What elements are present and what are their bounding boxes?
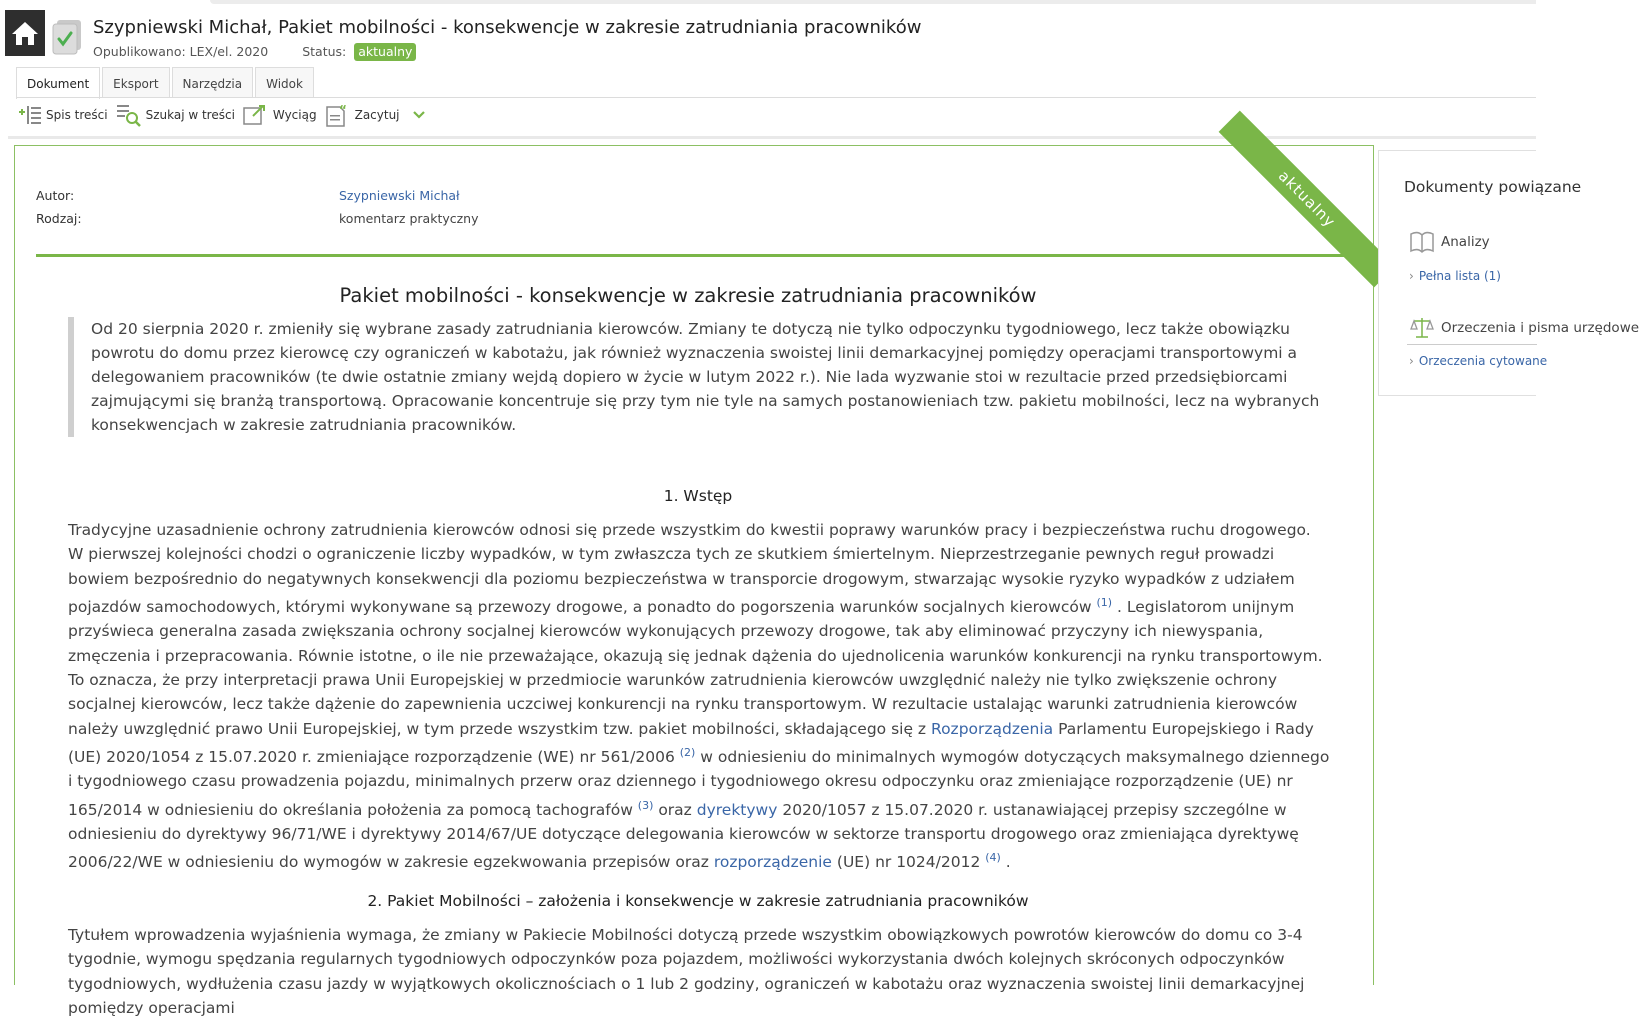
cited-rulings-link[interactable] bbox=[1409, 354, 1547, 368]
author-row bbox=[36, 188, 736, 211]
text-run: . bbox=[1000, 853, 1011, 872]
cite-label: Zacytuj bbox=[354, 108, 400, 122]
text-run: . Legislatorom unijnym przyświeca generalna zasada zwiększania ochrony socjalnej kierowców wykonujących przewozy drogowe, tak aby eliminować przyczyny ich niewyspania, zmęczenia i przepracowania. Równie istotne, o ile nie przeważające, okazują się jednak dążenia do ujednolicenia warunków konkurencji na rynku transportowym. To oznacza, że przy interpretacji prawa Unii Europejskiej w przedmiocie warunków zatrudnienia kierowców uwzględnić należy nie tylko zwiększenie ochrony socjalnej kierowców, lecz także dążenie do zapewnienia uczciwej konkurencji na rynku transportowym. W rezultacie ustalając warunki zatrudnienia kierowców należy uwzględnić prawo Unii Europejskiej, w tym przede wszystkim tzw. pakiet mobilności, składającego się z bbox=[68, 598, 1323, 738]
rulings-label: Orzeczenia i pisma urzędowe bbox=[1441, 320, 1639, 336]
top-strip bbox=[0, 0, 1536, 4]
book-icon bbox=[1409, 231, 1435, 253]
table-of-contents-icon bbox=[18, 104, 42, 126]
quote-icon bbox=[325, 103, 351, 127]
info-separator bbox=[36, 254, 1352, 257]
analyses-full-list-link[interactable] bbox=[1409, 269, 1501, 283]
author-link[interactable]: Szypniewski Michał bbox=[339, 188, 460, 203]
text-run: Parlamentu Europejskiego i Rady (UE) 2020/1054 z 15.07.2020 r. zmieniające rozporządzenie (WE) nr 561/2006 bbox=[68, 719, 1314, 766]
search-text-icon bbox=[116, 103, 142, 127]
related-documents-panel bbox=[1378, 150, 1639, 396]
analyses-full-list-label: Pełna lista (1) bbox=[1418, 269, 1501, 283]
section-1-paragraph bbox=[68, 518, 1330, 875]
type-label: Rodzaj: bbox=[36, 211, 82, 226]
regulation-link[interactable]: Rozporządzenia bbox=[931, 719, 1054, 738]
regulation-link-2[interactable]: rozporządzenie bbox=[713, 853, 832, 872]
author-label: Autor: bbox=[36, 188, 75, 203]
published-info: Opublikowano: LEX/el. 2020 bbox=[93, 44, 269, 59]
search-in-text-button[interactable] bbox=[116, 103, 235, 127]
search-in-text-label: Szukaj w treści bbox=[145, 108, 235, 122]
related-documents-title: Dokumenty powiązane bbox=[1404, 178, 1582, 196]
document-title: Szypniewski Michał, Pakiet mobilności - konsekwencje w zakresie zatrudniania pracowników bbox=[93, 17, 922, 38]
tab-widok[interactable]: Widok bbox=[255, 67, 314, 98]
text-run: Tradycyjne uzasadnienie ochrony zatrudnienia kierowców odnosi się przede wszystkim do kwestii poprawy warunków pracy i bezpieczeństwa ruchu drogowego. W pierwszej kolejności chodzi o ograniczenie liczby wypadków, w tym zwłaszcza tych ze skutkiem śmiertelnym. Nieprzestrzeganie pewnych reguł prowadzi bowiem bezpośrednio do negatywnych konsekwencji dla poziomu bezpieczeństwa w transporcie drogowym, stwarzając wysokie ryzyko wypadków z udziałem pojazdów samochodowych, którymi wykonywane są przewozy drogowe, a ponadto do pogorszenia warunków socjalnych kierowców bbox=[68, 521, 1311, 617]
document-panel bbox=[14, 145, 1374, 1017]
document-status-icon bbox=[51, 19, 83, 55]
text-run: 2020/1057 z 15.07.2020 r. ustanawiającej przepisy szczególne w odniesieniu do dyrektywy 96/71/WE i dyrektywy 2014/67/UE dotyczące delegowania kierowców w sektorze transportu drogowego oraz zmieniająca dyrektywę 2006/22/WE w odniesieniu do wymogów w zakresie egzekwowania przepisów oraz bbox=[68, 800, 1299, 872]
type-row bbox=[36, 211, 736, 234]
home-icon bbox=[11, 20, 39, 46]
footnote-2[interactable]: (2) bbox=[679, 745, 696, 759]
scales-icon bbox=[1409, 316, 1435, 340]
rulings-divider bbox=[1407, 344, 1537, 345]
directive-link[interactable]: dyrektywy bbox=[696, 800, 778, 819]
status-ribbon bbox=[1213, 146, 1373, 306]
toc-label: Spis treści bbox=[46, 108, 108, 122]
svg-text:“: “ bbox=[338, 103, 347, 117]
cite-button[interactable] bbox=[325, 103, 432, 127]
chevron-down-icon[interactable] bbox=[410, 108, 428, 122]
analyses-label: Analizy bbox=[1441, 234, 1490, 250]
tab-narzedzia[interactable]: Narzędzia bbox=[172, 67, 254, 98]
text-run: oraz bbox=[653, 800, 697, 819]
excerpt-icon bbox=[243, 104, 269, 126]
text-run: w odniesieniu do minimalnych wymogów dotyczących maksymalnego dziennego i tygodniowego czasu prowadzenia pojazdu, minimalnych przerw oraz dziennego i tygodniowego okresu odpoczynku oraz zmieniające rozporządzenie (UE) nr 165/2014 w odniesieniu do określania położenia za pomocą tachografów bbox=[68, 747, 1330, 819]
footnote-3[interactable]: (3) bbox=[637, 798, 654, 812]
cited-rulings-label: Orzeczenia cytowane bbox=[1418, 354, 1548, 368]
ribbon-tabs bbox=[16, 67, 316, 98]
type-value: komentarz praktyczny bbox=[339, 211, 479, 226]
article-title: Pakiet mobilności - konsekwencje w zakresie zatrudniania pracowników bbox=[339, 284, 1037, 307]
text-run: (UE) nr 1024/2012 bbox=[831, 853, 986, 872]
rulings-item[interactable] bbox=[1409, 316, 1639, 340]
tab-eksport[interactable]: Eksport bbox=[102, 67, 169, 98]
toc-button[interactable] bbox=[18, 104, 108, 126]
article-lead: Od 20 sierpnia 2020 r. zmieniły się wybrane zasady zatrudniania kierowców. Zmiany te dotyczą nie tylko odpoczynku tygodniowego, lecz także obowiązku powrotu do domu przez kierowcę czy ograniczeń w kabotażu, jak również wyznaczenia swoistej linii demarkacyjnej pomiędzy operacjami transportowymi a delegowaniem pracowników (te dwie ostatnie zmiany wejdą dopiero w życie w lutym 2022 r.). Nie lada wyzwanie stoi w rezultacie przed przedsiębiorcami zajmującymi się branżą transportową. Opracowanie koncentruje się przy tym nie tyle na samych postanowieniach tzw. pakietu mobilności, lecz na wybranych konsekwencjach w zakresie zatrudniania pracowników. bbox=[68, 317, 1328, 437]
section-heading-2: 2. Pakiet Mobilności – założenia i konsekwencje w zakresie zatrudniania pracowników bbox=[367, 892, 1029, 910]
chevron-right-icon: › bbox=[1409, 354, 1414, 368]
tab-dokument[interactable]: Dokument bbox=[16, 67, 100, 99]
status-ribbon-label: aktualny bbox=[1219, 111, 1396, 288]
analyses-item[interactable] bbox=[1409, 231, 1490, 253]
tabs-divider bbox=[16, 97, 1536, 98]
toolbar-divider bbox=[8, 136, 1536, 139]
toolbar bbox=[18, 101, 440, 129]
document-info bbox=[36, 188, 736, 234]
status-badge: aktualny bbox=[354, 43, 416, 61]
footnote-4[interactable]: (4) bbox=[985, 851, 1001, 865]
chevron-right-icon: › bbox=[1409, 269, 1414, 283]
excerpt-button[interactable] bbox=[243, 104, 317, 126]
footnote-1[interactable]: (1) bbox=[1096, 595, 1113, 609]
document-meta bbox=[93, 43, 416, 61]
status-label: Status: bbox=[302, 44, 347, 59]
excerpt-label: Wyciąg bbox=[272, 108, 317, 122]
section-2-paragraph: Tytułem wprowadzenia wyjaśnienia wymaga, że zmiany w Pakiecie Mobilności dotyczą przede wszystkim obowiązkowych powrotów kierowców do domu co 3-4 tygodnie, wymogu spędzania regularnych tygodniowych odpoczynków poza pojazdem, możliwości wykorzystania dwóch kolejnych skróconych odpoczynków tygodniowych, wydłużenia czasu jazdy w wyjątkowych okolicznościach o 1 lub 2 godziny, ograniczeń w kabotażu oraz wyznaczenia swoistej linii demarkacyjnej pomiędzy operacjami bbox=[68, 926, 1305, 1017]
section-heading-1: 1. Wstęp bbox=[663, 487, 733, 505]
home-button[interactable] bbox=[5, 10, 45, 56]
